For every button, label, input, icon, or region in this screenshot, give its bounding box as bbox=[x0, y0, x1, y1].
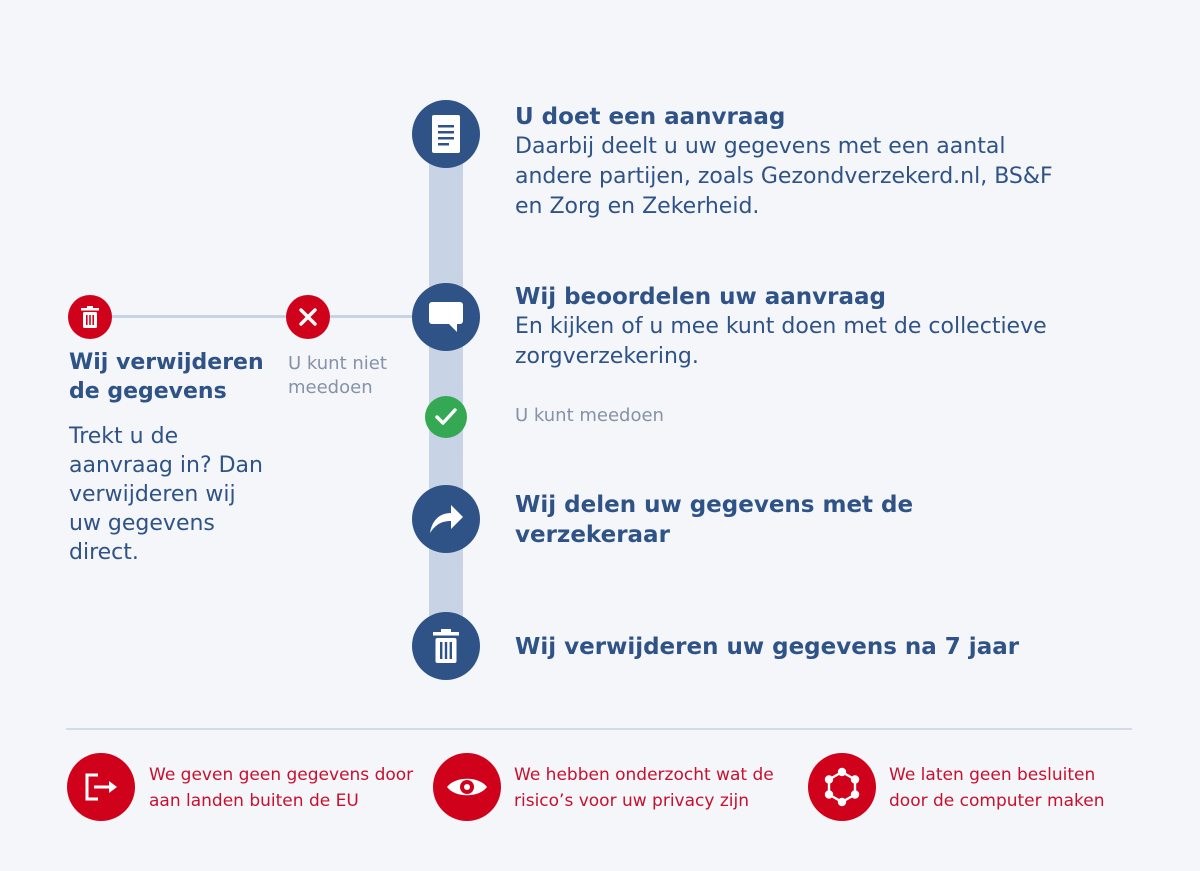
step-description: Daarbij deelt u uw gegevens met een aantal andere partijen, zoals Gezondverzekerd.nl, BS&F en Zorg en Zekerheid. bbox=[515, 134, 1053, 219]
step-4 bbox=[515, 632, 1115, 662]
step-3 bbox=[515, 490, 935, 550]
share-arrow-icon bbox=[412, 485, 480, 553]
speech-bubble-icon bbox=[412, 283, 480, 351]
branch-connector bbox=[100, 315, 420, 318]
step-1 bbox=[515, 102, 1075, 222]
step-title: Wij verwijderen uw gegevens na 7 jaar bbox=[515, 634, 1020, 660]
withdraw-description: Trekt u de aanvraag in? Dan verwijderen wij uw gegevens direct. bbox=[69, 424, 263, 565]
divider bbox=[66, 728, 1132, 730]
checkmark-icon bbox=[425, 396, 467, 438]
trash-icon bbox=[68, 295, 112, 339]
branch-no-label: U kunt niet meedoen bbox=[288, 353, 387, 398]
document-icon bbox=[412, 100, 480, 168]
footer-item-1: We geven geen gegevens door aan landen buiten de EU bbox=[149, 765, 414, 811]
footer-item-3: We laten geen besluiten door de computer maken bbox=[889, 765, 1105, 811]
footer-item-2: We hebben onderzocht wat de risico’s voor uw privacy zijn bbox=[514, 765, 774, 811]
step-title: Wij beoordelen uw aanvraag bbox=[515, 284, 886, 310]
step-description: En kijken of u mee kunt doen met de collectieve zorgverzekering. bbox=[515, 314, 1047, 369]
eye-icon bbox=[433, 753, 501, 821]
step-2 bbox=[515, 282, 1075, 372]
withdraw-title: Wij verwijderen de gegevens bbox=[69, 350, 264, 404]
trash-icon bbox=[412, 612, 480, 680]
timeline-track bbox=[429, 140, 463, 640]
step-title: U doet een aanvraag bbox=[515, 104, 786, 130]
step-title: Wij delen uw gegevens met de verzekeraar bbox=[515, 492, 914, 548]
exit-arrow-icon bbox=[67, 753, 135, 821]
branch-yes-label: U kunt meedoen bbox=[515, 405, 664, 426]
cross-icon bbox=[286, 295, 330, 339]
withdraw-block bbox=[69, 348, 274, 567]
network-icon bbox=[808, 753, 876, 821]
